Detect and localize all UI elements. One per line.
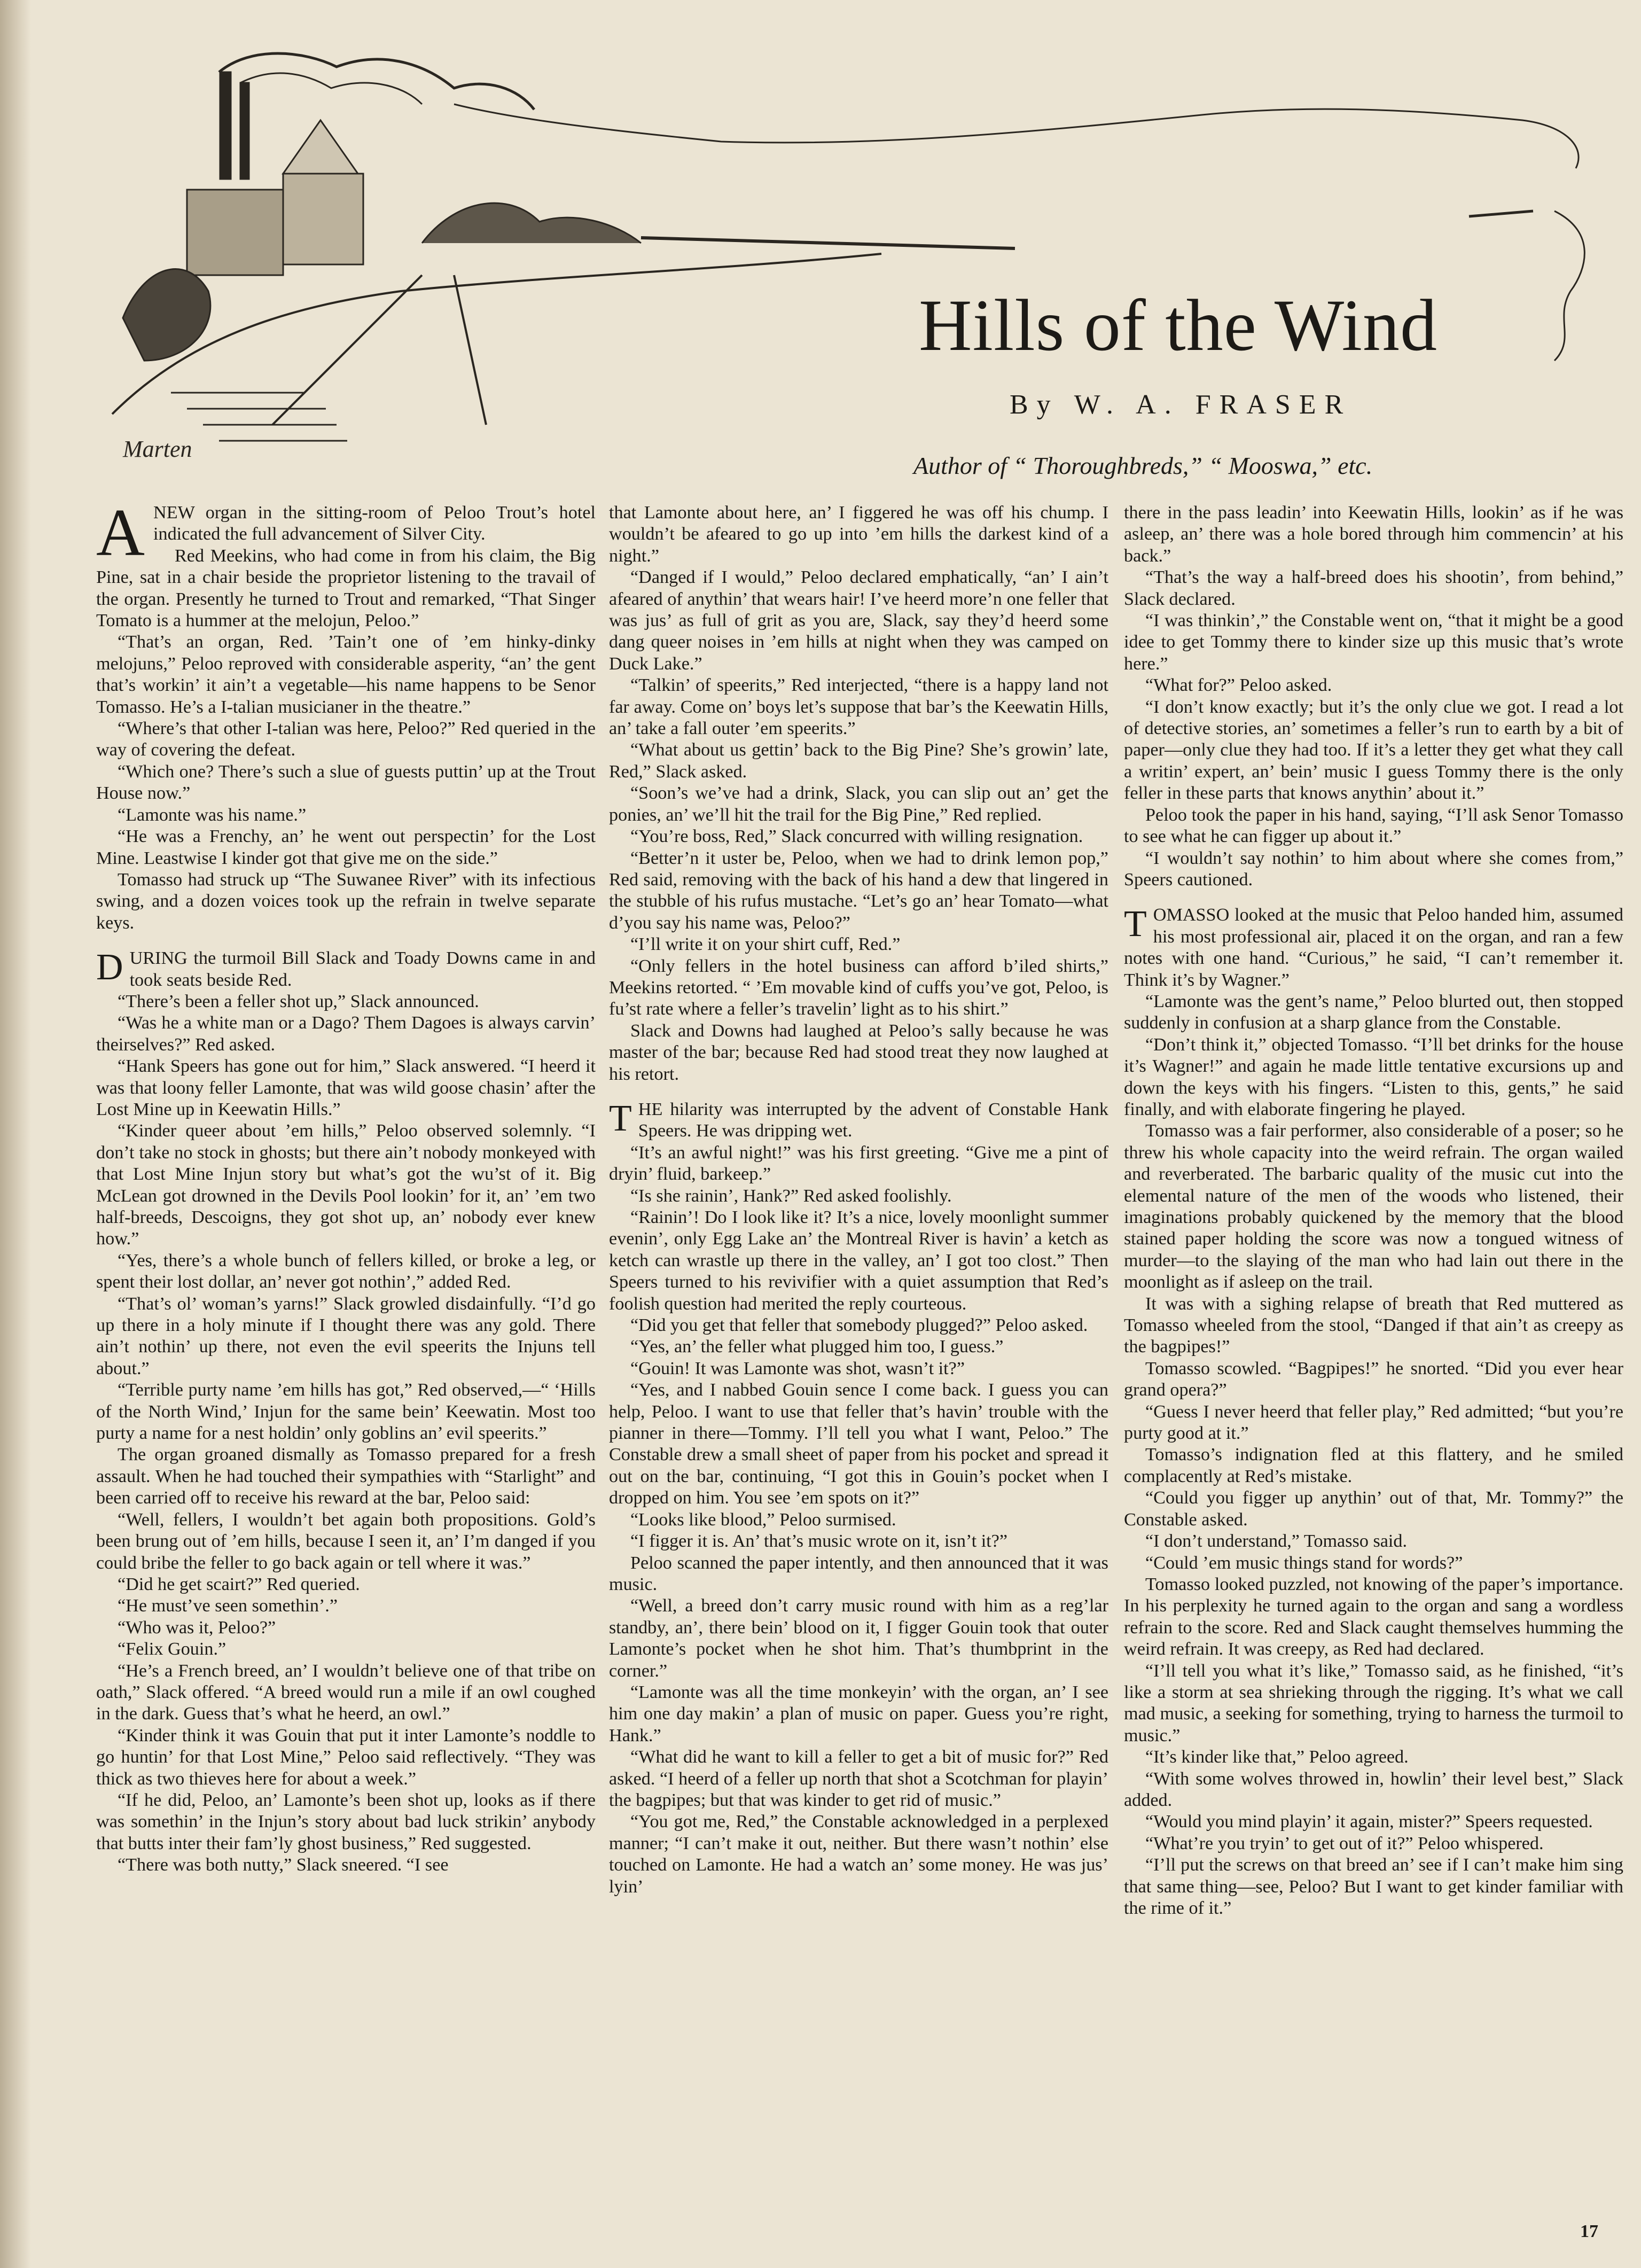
paragraph-text: “With some wolves throwed in, howlin’ their level best,” Slack added. — [1124, 1768, 1623, 1810]
paragraph-text: “Lamonte was his name.” — [118, 805, 307, 825]
paragraph — [1124, 1358, 1623, 1401]
paragraph — [609, 1595, 1108, 1682]
paragraph-text: Tomasso had struck up “The Suwanee River” with its infectious swing, and a dozen voices took up the refrain in twelve separate keys. — [96, 869, 596, 933]
paragraph — [96, 545, 596, 632]
paragraph-text: “Soon’s we’ve had a drink, Slack, you can slip out an’ get the ponies, an’ we’ll hit the trail for the Big Pine,” Red replied. — [609, 783, 1108, 825]
paragraph-text: “Gouin! It was Lamonte was shot, wasn’t it?” — [630, 1358, 965, 1378]
paragraph-text: “He’s a French breed, an’ I wouldn’t believe one of that tribe on oath,” Slack offered. “A breed would run a mile if an owl coughed in the dark. Guess that’s what he heerd, an owl.” — [96, 1661, 596, 1724]
section-break — [609, 1085, 1108, 1099]
paragraph-text: “He must’ve seen somethin’.” — [118, 1596, 338, 1616]
paragraph — [96, 869, 596, 934]
paragraph — [609, 1315, 1108, 1336]
paragraph — [609, 502, 1108, 567]
paragraph — [96, 826, 596, 869]
paragraph-text: “Would you mind playin’ it again, mister?” Speers requested. — [1145, 1812, 1593, 1832]
paragraph — [96, 948, 596, 991]
paragraph-text: “Kinder queer about ’em hills,” Peloo observed solemnly. “I don’t take no stock in ghosts; but there ain’t nobody monkeyed with that Lost Mine Injun story but what’s got the wu’st of it. Big McLean got drowned in the Devils Pool lookin’ for it, an’ ’em two half-breeds, Descoigns, they got shot up, an’ nobody ever knew how.” — [96, 1121, 596, 1249]
paragraph — [96, 1661, 596, 1725]
paragraph — [1124, 1768, 1623, 1812]
paragraph-text: “What for?” Peloo asked. — [1145, 675, 1332, 696]
paragraph-text: “I figger it is. An’ that’s music wrote on it, isn’t it?” — [630, 1531, 1008, 1552]
paragraph-text: “I don’t know exactly; but it’s the only clue we got. I read a lot of detective stories, an’ sometimes a feller’s run to earth by a bit of paper—only clue they had too. If it’s a letter they get what they call a writin’ expert, an’ bein’ music I guess Tommy there is the only feller in these parts that knows anythin’ about it.” — [1124, 697, 1623, 804]
paragraph-text: The organ groaned dismally as Tomasso prepared for a fresh assault. When he had touched their sympathies with “Starlight” and been carried off to receive his reward at the bar, Peloo said: — [96, 1445, 596, 1508]
paragraph-text: Tomasso scowled. “Bagpipes!” he snorted. “Did you ever hear grand opera?” — [1124, 1358, 1623, 1400]
paragraph — [1124, 805, 1623, 848]
page-number: 17 — [1580, 2222, 1598, 2241]
paragraph-text: HE hilarity was interrupted by the advent of Constable Hank Speers. He was dripping wet. — [638, 1099, 1108, 1141]
paragraph-text: “It’s an awful night!” was his first greeting. “Give me a pint of dryin’ fluid, barkeep.” — [609, 1142, 1108, 1184]
paragraph-text: “Guess I never heerd that feller play,” Red admitted; “but you’re purty good at it.” — [1124, 1401, 1623, 1444]
paragraph — [1124, 1531, 1623, 1552]
paragraph — [609, 1747, 1108, 1811]
paragraph-text: “Did he get scairt?” Red queried. — [118, 1574, 360, 1594]
paragraph-text: “Hank Speers has gone out for him,” Slack answered. “I heerd it was that loony feller Lamonte, that was wild goose chasin’ after the Lost Mine up in Keewatin Hills.” — [96, 1056, 596, 1119]
paragraph-text: Tomasso looked puzzled, not knowing of the paper’s importance. In his perplexity he turned again to the organ and sang a wordless refrain to the score. Red and Slack caught themselves humming the weird refrain. It was creepy, as Red had declared. — [1124, 1574, 1623, 1659]
paragraph — [1124, 1661, 1623, 1747]
paragraph — [609, 1099, 1108, 1142]
paragraph — [609, 1358, 1108, 1379]
paragraph-text: “It’s kinder like that,” Peloo agreed. — [1145, 1747, 1409, 1767]
paragraph — [609, 1142, 1108, 1186]
paragraph — [1124, 1833, 1623, 1854]
paragraph — [609, 956, 1108, 1020]
paragraph — [609, 1682, 1108, 1747]
paragraph — [1124, 1553, 1623, 1574]
paragraph-text: It was with a sighing relapse of breath that Red muttered as Tomasso wheeled from the stool, “Danged if that ain’t as creepy as the bagpipes!” — [1124, 1293, 1623, 1357]
paragraph — [609, 848, 1108, 934]
article-title: Hills of the Wind — [919, 284, 1438, 366]
paragraph — [609, 1186, 1108, 1207]
paragraph — [1124, 697, 1623, 805]
paragraph — [96, 805, 596, 826]
paragraph-text: “Lamonte was the gent’s name,” Peloo blurted out, then stopped suddenly in confusion at a sharp glance from the Constable. — [1124, 991, 1623, 1033]
paragraph-text: “Well, a breed don’t carry music round with him as a reg’lar standby, an’, there bein’ blood on it, I figger Gouin took that outer Lamonte’s pocket when he shot him. That’s thumbprint in the corner.” — [609, 1596, 1108, 1681]
paragraph-text: “I wouldn’t say nothin’ to him about where she comes from,” Speers cautioned. — [1124, 848, 1623, 890]
paragraph — [1124, 848, 1623, 891]
paragraph — [96, 1725, 596, 1790]
paragraph — [1124, 1574, 1623, 1661]
section-break — [96, 934, 596, 948]
paragraph — [609, 1531, 1108, 1552]
paragraph-text: “Well, fellers, I wouldn’t bet again both propositions. Gold’s been brung out of ’em hills, because I seen it, an’ I’m danged if you could bribe the feller to go back again or tell where it was.” — [96, 1509, 596, 1573]
paragraph-text: “I was thinkin’,” the Constable went on, “that it might be a good idee to get Tommy there to kinder size up this music that’s wrote here.” — [1124, 611, 1623, 674]
paragraph — [96, 1012, 596, 1056]
paragraph-text: OMASSO looked at the music that Peloo handed him, assumed his most professional air, placed it on the organ, and ran a few notes with one hand. “Curious,” he said, “I can’t remember it. Think it’s by Wagner.” — [1124, 905, 1623, 990]
paragraph — [609, 1020, 1108, 1085]
paragraph-text: Slack and Downs had laughed at Peloo’s sally because he was master of the bar; because Red had stood treat they now laughed at his retort. — [609, 1020, 1108, 1084]
paragraph — [609, 934, 1108, 955]
paragraph — [96, 1293, 596, 1380]
paragraph-text: “That’s ol’ woman’s yarns!” Slack growled disdainfully. “I’d go up there in a holy minute if I thought there was any gold. There ain’t nothin’ up there, not even the evil speerits the Injuns tell about.” — [96, 1293, 596, 1378]
paragraph — [1124, 567, 1623, 610]
paragraph — [1124, 1401, 1623, 1445]
paragraph — [609, 783, 1108, 826]
paragraph-text: “Rainin’! Do I look like it? It’s a nice, lovely moonlight summer evenin’, only Egg Lake an’ the Montreal River is havin’ a ketch as ketch can wrastle up there in the valley, an’ I got too clost.” Then Speers turned to his revivifier with a quiet assumption that Red’s foolish question had merited the reply courteous. — [609, 1207, 1108, 1314]
paragraph — [96, 1444, 596, 1509]
paragraph-text: “If he did, Peloo, an’ Lamonte’s been shot up, looks as if there was somethin’ in the Injun’s story about bad luck strikin’ anybody that butts inter their fam’ly ghost business,” Red suggested. — [96, 1790, 596, 1853]
drop-cap: A — [96, 496, 145, 570]
paragraph-text: “Yes, there’s a whole bunch of fellers killed, or broke a leg, or spent their lost dollar, an’ never got nothin’,” added Red. — [96, 1250, 596, 1292]
paragraph-text: “That’s an organ, Red. ’Tain’t one of ’em hinky-dinky melojuns,” Peloo reproved with considerable asperity, “an’ the gent that’s workin’ it ain’t a vegetable—his name happens to be Senor Tomasso. He’s a I-talian musicianer in the theatre.” — [96, 632, 596, 717]
paragraph — [1124, 1747, 1623, 1768]
paragraph-text: Peloo took the paper in his hand, saying, “I’ll ask Senor Tomasso to see what he can figger up about it.” — [1124, 805, 1623, 847]
paragraph — [609, 1207, 1108, 1315]
paragraph — [96, 718, 596, 761]
paragraph-text: “Lamonte was all the time monkeyin’ with the organ, an’ I see him one day makin’ a plan of music on paper. Guess you’re right, Hank.” — [609, 1682, 1108, 1745]
header-illustration — [80, 40, 1629, 500]
paragraph-text: “Was he a white man or a Dago? Them Dagoes is always carvin’ theirselves?” Red asked. — [96, 1013, 596, 1055]
page-gutter-shadow — [0, 0, 31, 2268]
paragraph — [1124, 991, 1623, 1034]
paragraph — [1124, 1034, 1623, 1121]
paragraph-text: that Lamonte about here, an’ I figgered he was off his chump. I wouldn’t be afeared to go up into ’em hills the darkest kind of a night.” — [609, 503, 1108, 566]
paragraph — [609, 567, 1108, 675]
paragraph-text: “That’s the way a half-breed does his shootin’, from behind,” Slack declared. — [1124, 567, 1623, 609]
paragraph-text: “Yes, an’ the feller what plugged him too, I guess.” — [630, 1337, 1004, 1357]
paragraph-text: “I’ll tell you what it’s like,” Tomasso said, as he finished, “it’s like a storm at sea shrieking through the rigging. It’s what we call mad music, a seeking for something, trying to harness the turmoil to music.” — [1124, 1661, 1623, 1745]
paragraph-text: “Talkin’ of speerits,” Red interjected, “there is a happy land not far away. Come on’ boys let’s suppose that bar’s the Keewatin Hills, an’ take a fall outer ’em speerits.” — [609, 675, 1108, 739]
paragraph-text: “Who was it, Peloo?” — [118, 1617, 276, 1638]
paragraph — [609, 675, 1108, 739]
paragraph — [609, 1811, 1108, 1898]
paragraph — [1124, 675, 1623, 696]
article-byline: By W. A. FRASER — [1010, 389, 1352, 420]
paragraph — [1124, 610, 1623, 675]
paragraph — [96, 1639, 596, 1660]
paragraph — [1124, 1811, 1623, 1833]
paragraph-text: “Looks like blood,” Peloo surmised. — [630, 1509, 896, 1530]
paragraph-text: Tomasso’s indignation fled at this flattery, and he smiled complacently at Red’s mistake. — [1124, 1445, 1623, 1486]
paragraph-text: “You got me, Red,” the Constable acknowledged in a perplexed manner; “I can’t make it out, neither. But there wasn’t nothin’ else touched on Lamonte. He had a watch an’ some money. He was jus’ lyin’ — [609, 1812, 1108, 1897]
text-column-3 — [1124, 502, 1623, 1919]
paragraph — [1124, 1854, 1623, 1919]
drop-cap: T — [609, 1097, 632, 1139]
paragraph-text: “Could you figger up anythin’ out of that, Mr. Tommy?” the Constable asked. — [1124, 1488, 1623, 1530]
text-column-2 — [609, 502, 1108, 1898]
paragraph-text: “He was a Frenchy, an’ he went out perspectin’ for the Lost Mine. Leastwise I kinder got that give me on the side.” — [96, 827, 596, 868]
paragraph-text: “There was both nutty,” Slack sneered. “I see — [118, 1855, 449, 1875]
paragraph-text: “Did you get that feller that somebody plugged?” Peloo asked. — [630, 1315, 1088, 1336]
paragraph-text: “Better’n it uster be, Peloo, when we had to drink lemon pop,” Red said, removing with the back of his hand a dew that lingered in the stubble of his rufus mustache. “Let’s go an’ hear Tomato—what d’you say his name was, Peloo?” — [609, 848, 1108, 933]
illustration-signature: Marten — [123, 436, 192, 462]
paragraph — [609, 1509, 1108, 1531]
text-column-1 — [96, 496, 596, 1876]
paragraph — [609, 1553, 1108, 1596]
paragraph — [96, 1509, 596, 1574]
paragraph — [1124, 905, 1623, 991]
paragraph — [1124, 1444, 1623, 1487]
paragraph — [1124, 1487, 1623, 1531]
paragraph — [609, 1336, 1108, 1358]
paragraph-text: “What’re you tryin’ to get out of it?” Peloo whispered. — [1145, 1833, 1544, 1853]
paragraph-text: “What about us gettin’ back to the Big Pine? She’s growin’ late, Red,” Slack asked. — [609, 740, 1108, 782]
paragraph — [96, 1574, 596, 1595]
author-credits: Author of “ Thoroughbreds,” “ Mooswa,” etc. — [913, 452, 1373, 479]
paragraph-text: “I don’t understand,” Tomasso said. — [1145, 1531, 1408, 1552]
paragraph-text: “Felix Gouin.” — [118, 1639, 226, 1659]
paragraph — [609, 1379, 1108, 1509]
paragraph-text: “Terrible purty name ’em hills has got,” Red observed,—“ ‘Hills of the North Wind,’ Injun for the same bein’ Keewatin. Most too purty a name for a nest holdin’ only goblins an’ evil speerits.” — [96, 1380, 596, 1444]
paragraph — [96, 1120, 596, 1250]
paragraph — [96, 1790, 596, 1854]
paragraph-text: “Where’s that other I-talian was here, Peloo?” Red queried in the way of covering the defeat. — [96, 719, 596, 760]
paragraph-text: “There’s been a feller shot up,” Slack announced. — [118, 991, 479, 1011]
paragraph — [96, 1379, 596, 1444]
paragraph-text: “What did he want to kill a feller to get a bit of music for?” Red asked. “I heerd of a feller up north that shot a Scotchman for playin’ the bagpipes; but that was kinder to get rid of music.” — [609, 1747, 1108, 1810]
paragraph-text: URING the turmoil Bill Slack and Toady Downs came in and took seats beside Red. — [129, 948, 596, 990]
paragraph — [1124, 1293, 1623, 1358]
paragraph-text: “You’re boss, Red,” Slack concurred with willing resignation. — [630, 827, 1083, 847]
paragraph-text: “Kinder think it was Gouin that put it inter Lamonte’s noddle to go huntin’ for that Lost Mine,” Peloo said reflectively. “They was thick as two thieves here for about a week.” — [96, 1725, 596, 1789]
paragraph — [96, 632, 596, 718]
paragraph-text: “I’ll put the screws on that breed an’ see if I can’t make him sing that same thing—see, Peloo? But I want to get kinder familiar with the rime of it.” — [1124, 1855, 1623, 1918]
paragraph-text: Peloo scanned the paper intently, and then announced that it was music. — [609, 1553, 1108, 1594]
paragraph — [96, 1854, 596, 1876]
paragraph-text: “Danged if I would,” Peloo declared emphatically, “an’ I ain’t afeared of anythin’ that wears hair! I’ve heerd more’n one feller that was jus’ as full of grit as you are, Slack, say they’d heerd some dang queer noises in ’em hills at night when they was camped on Duck Lake.” — [609, 567, 1108, 674]
paragraph-text: Tomasso was a fair performer, also considerable of a poser; so he threw his whole capacity into the weird refrain. The organ wailed and reverberated. The barbaric quality of the music cut into the elemental nature of the men of the woods who listened, their imaginations probably quickened by the memory that the blood stained paper holding the score was now a tongued witness of murder—to the slaying of the man who had lain out there in the moonlight as if asleep on the trail. — [1124, 1121, 1623, 1292]
paragraph — [1124, 502, 1623, 567]
paragraph-text: “Only fellers in the hotel business can afford b’iled shirts,” Meekins retorted. “ ’Em movable kind of cuffs you’ve got, Peloo, is fu’st rate where a feller’s travelin’ light as to his shirt.” — [609, 956, 1108, 1019]
paragraph-text: there in the pass leadin’ into Keewatin Hills, lookin’ as if he was asleep, an’ there was a hole bored through him commencin’ at his back.” — [1124, 503, 1623, 566]
paragraph-text: “Yes, and I nabbed Gouin sence I come back. I guess you can help, Peloo. I want to use that feller that’s havin’ trouble with the pianner in there—Tommy. I’ll tell you what I want, Peloo.” The Constable drew a small sheet of paper from his pocket and spread it out on the bar, continuing, “I got this in Gouin’s pocket when I dropped on him. You see ’em spots on it?” — [609, 1380, 1108, 1508]
section-break — [1124, 891, 1623, 905]
paragraph — [96, 1617, 596, 1639]
paragraph-text: “I’ll write it on your shirt cuff, Red.” — [630, 934, 901, 955]
paragraph-text: Red Meekins, who had come in from his claim, the Big Pine, sat in a chair beside the proprietor listening to the travail of the organ. Presently he turned to Trout and remarked, “That Singer Tomato is a hummer at the melojun, Peloo.” — [96, 545, 596, 631]
paragraph — [609, 826, 1108, 847]
paragraph — [96, 496, 596, 570]
paragraph-text: NEW organ in the sitting-room of Peloo Trout’s hotel indicated the full advancement of Silver City. — [153, 503, 596, 544]
paragraph-text: “Is she rainin’, Hank?” Red asked foolishly. — [630, 1186, 952, 1206]
paragraph — [96, 1056, 596, 1120]
paragraph — [96, 761, 596, 805]
paragraph — [96, 991, 596, 1012]
drop-cap: D — [96, 947, 123, 988]
drop-cap: T — [1124, 903, 1147, 945]
paragraph-text: “Don’t think it,” objected Tomasso. “I’ll bet drinks for the house it’s Wagner!” and again he made little tentative excursions up and down the keys with his fingers. “Listen to this, gents,” he said finally, and with elaborate fingering he played. — [1124, 1034, 1623, 1119]
paragraph — [1124, 1120, 1623, 1293]
paragraph-text: “Could ’em music things stand for words?” — [1145, 1553, 1463, 1573]
paragraph — [96, 1250, 596, 1293]
paragraph — [609, 739, 1108, 783]
paragraph — [96, 1595, 596, 1617]
paragraph-text: “Which one? There’s such a slue of guests puttin’ up at the Trout House now.” — [96, 761, 596, 804]
